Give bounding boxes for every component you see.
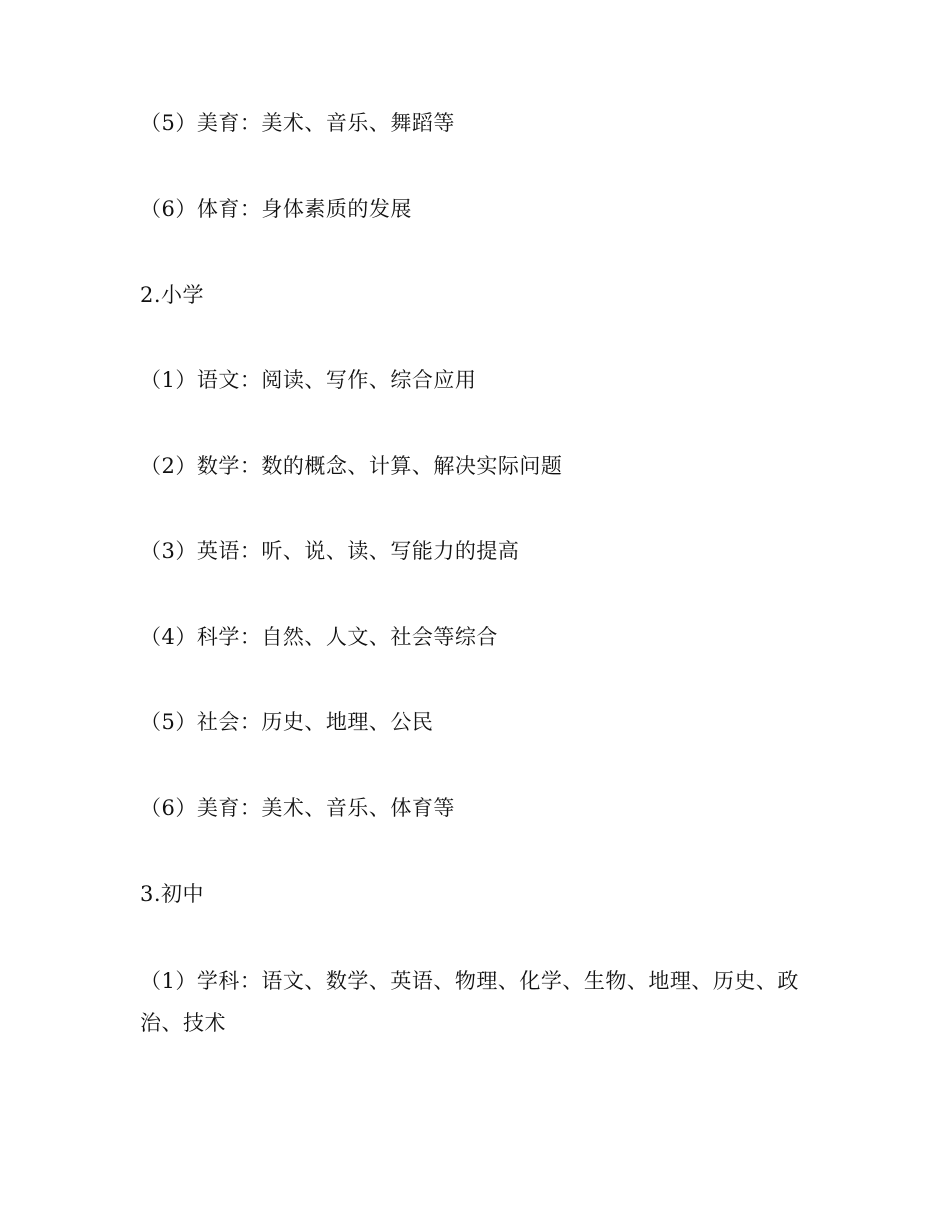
section-heading: 3.初中 <box>140 882 205 906</box>
paragraph-line: （6）美育：美术、音乐、体育等 <box>140 796 455 820</box>
paragraph-line: （5）美育：美术、音乐、舞蹈等 <box>140 111 455 135</box>
section-heading: 2.小学 <box>140 283 205 307</box>
paragraph-line: （5）社会：历史、地理、公民 <box>140 710 434 734</box>
paragraph-line: （2）数学：数的概念、计算、解决实际问题 <box>140 454 563 478</box>
paragraph-line: （4）科学：自然、人文、社会等综合 <box>140 625 498 649</box>
paragraph-line: （3）英语：听、说、读、写能力的提高 <box>140 539 520 563</box>
paragraph-wrapped: （1）学科：语文、数学、英语、物理、化学、生物、地理、历史、政治、技术 <box>140 969 799 1035</box>
paragraph-line: （1）语文：阅读、写作、综合应用 <box>140 368 477 392</box>
paragraph-line: （6）体育：身体素质的发展 <box>140 197 412 221</box>
